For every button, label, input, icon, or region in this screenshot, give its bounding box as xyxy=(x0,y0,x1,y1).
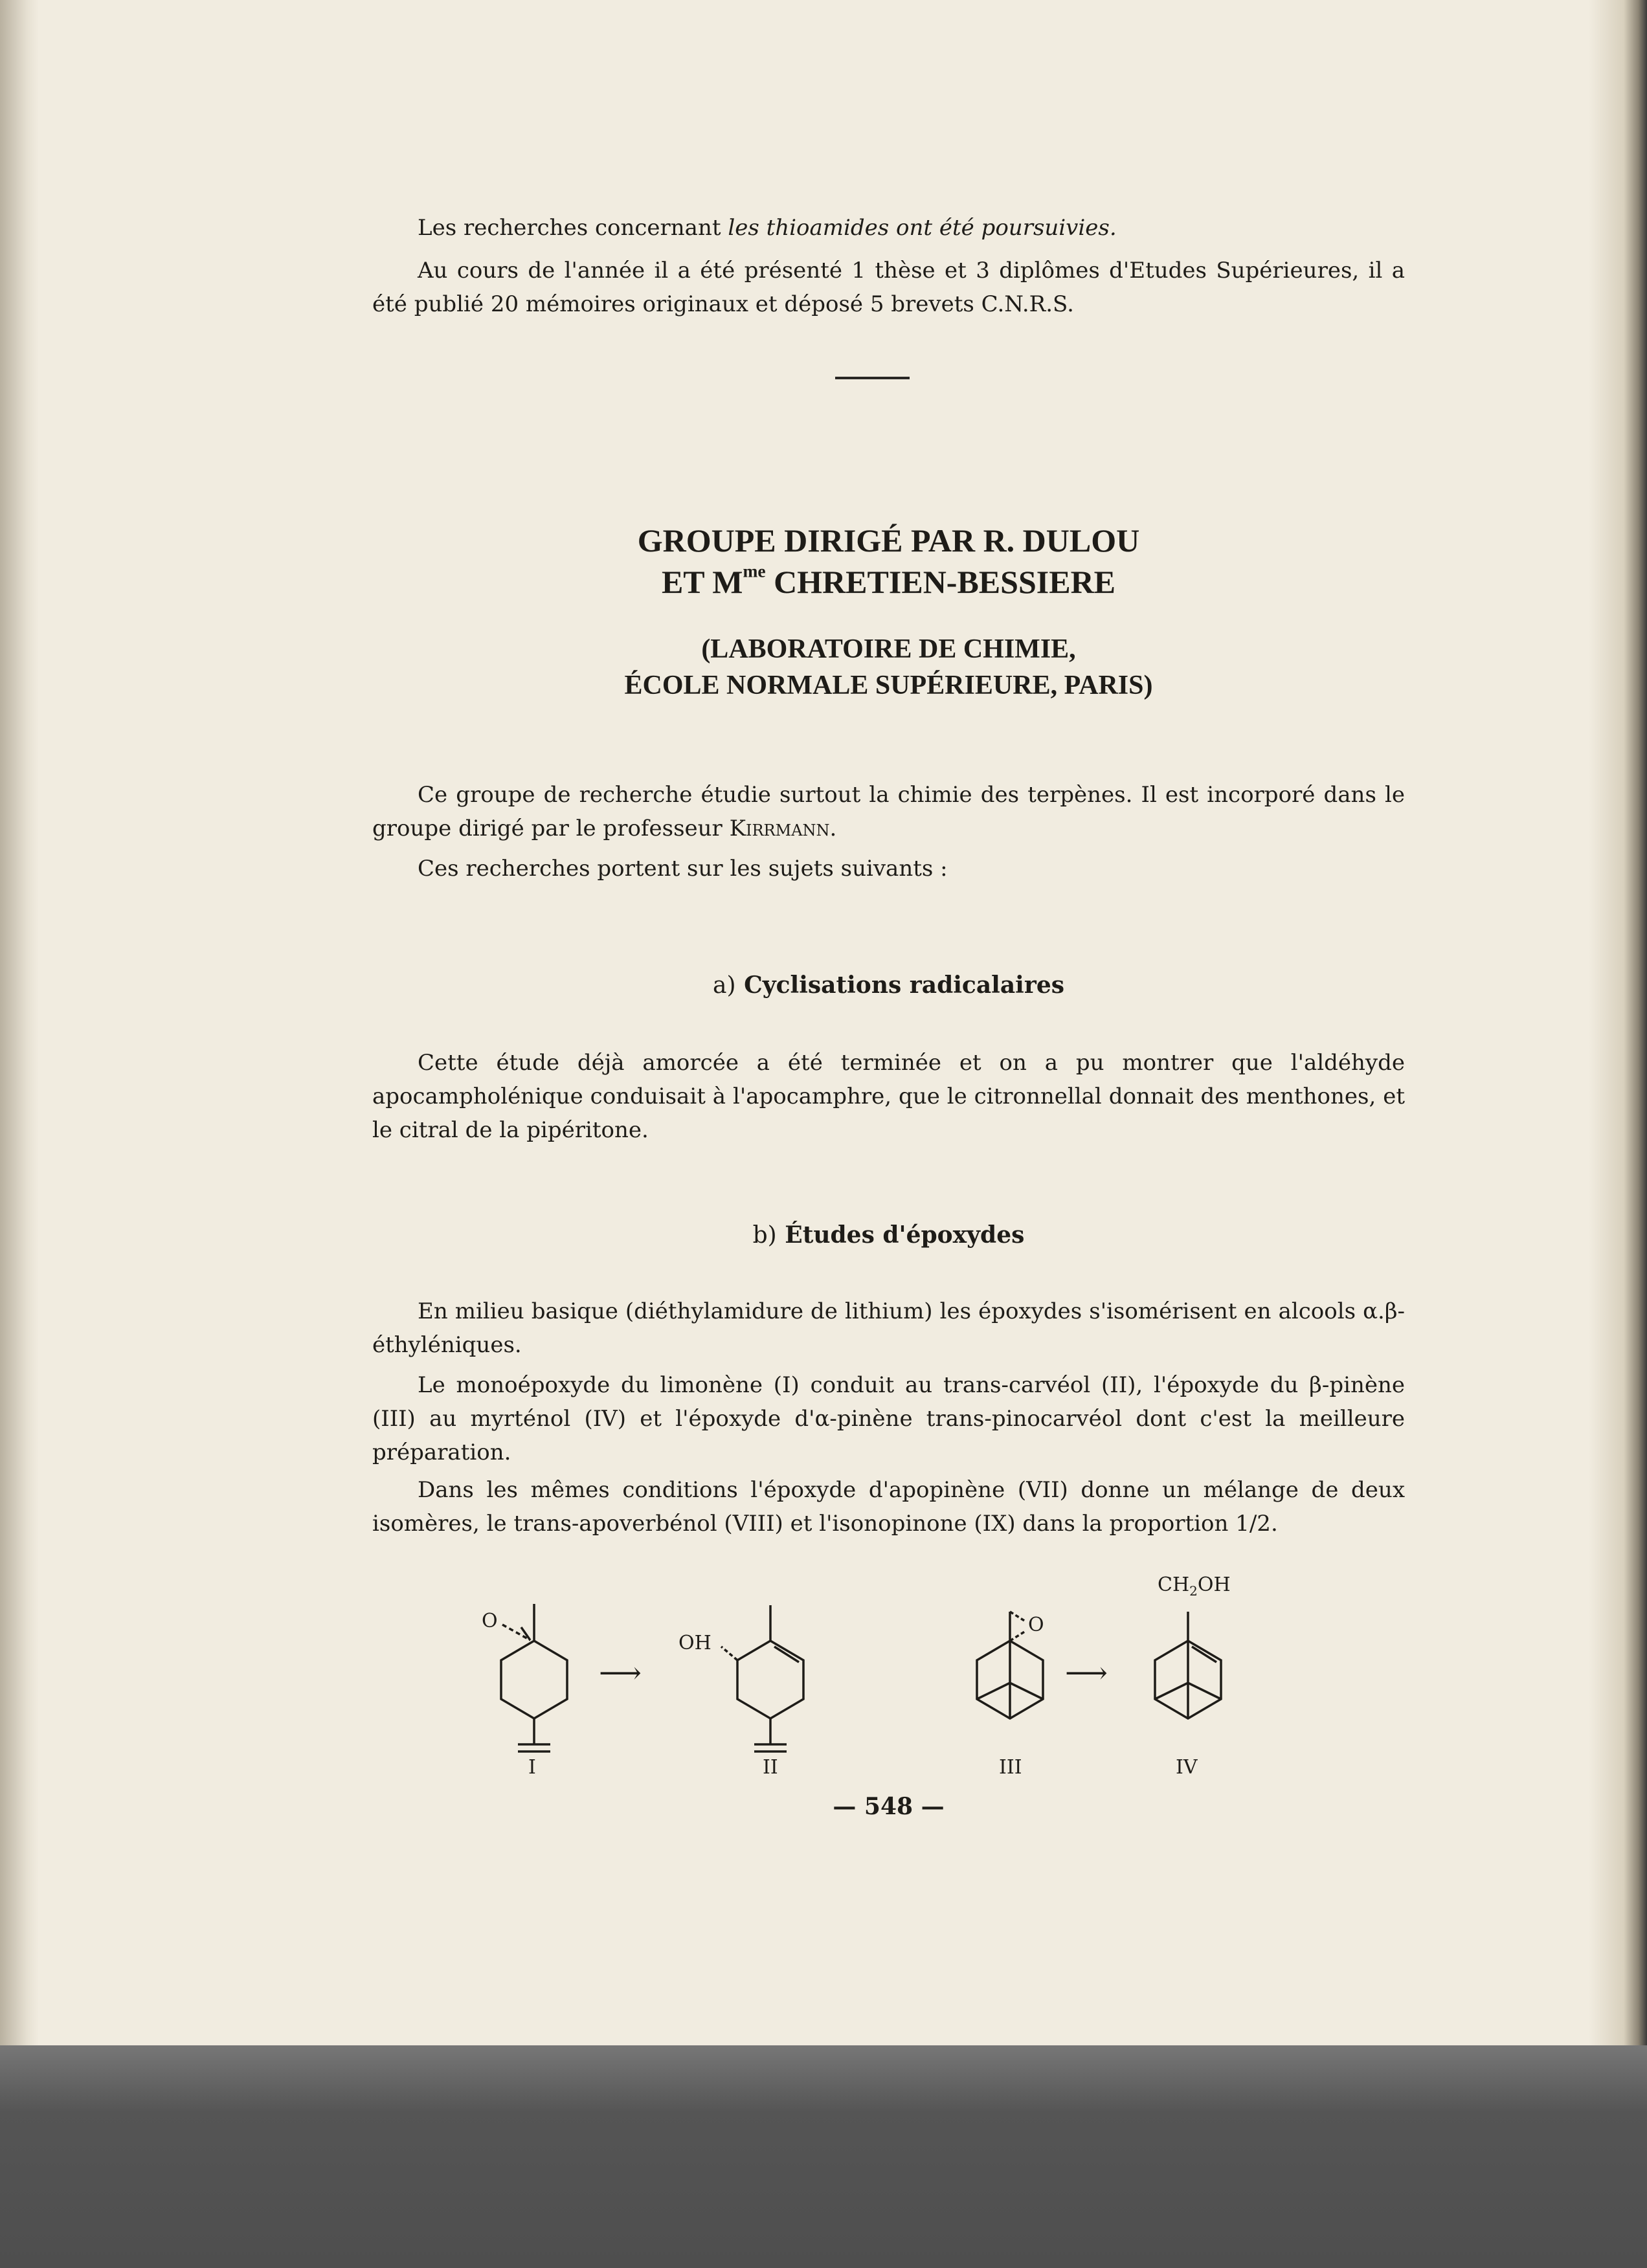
structure-IV xyxy=(1155,1612,1221,1718)
label-III: III xyxy=(999,1756,1022,1773)
structure-I xyxy=(501,1604,567,1751)
reaction-scheme xyxy=(453,1560,1334,1773)
section-a-heading: a) Cyclisations radicalaires xyxy=(713,972,1064,999)
section-b-paragraph-1: En milieu basique (diéthylamidure de lithium) les époxydes s'isomérisent en alcools α.β-éthyléniques. xyxy=(372,1298,1405,1358)
structure-II xyxy=(721,1605,803,1751)
group-heading-line2: ET $M^{me}$ CHRETIEN-BESSIERE xyxy=(661,561,1116,600)
lab-heading-line1: (LABORATOIRE DE CHIMIE, xyxy=(701,634,1076,664)
section-b-heading: b) Études d'époxydes xyxy=(752,1221,1025,1249)
page-number: — 548 — xyxy=(833,1793,945,1820)
label-I: I xyxy=(528,1756,536,1773)
atom-O-I: O xyxy=(482,1610,498,1632)
separator-rule xyxy=(835,377,910,379)
section-b-paragraph-2: Le monoépoxyde du limonène (I) conduit au trans-carvéol (II), l'époxyde du β-pinène (III) au myrténol (IV) et l'époxyde d'α-pinène trans-pinocarvéol dont c'est la meilleure préparation. xyxy=(372,1372,1405,1465)
lab-heading-line2: ÉCOLE NORMALE SUPÉRIEURE, PARIS) xyxy=(624,671,1153,700)
label-IV: IV xyxy=(1176,1756,1198,1773)
atom-O-III: O xyxy=(1028,1614,1044,1636)
group-paragraph-2: Ces recherches portent sur les sujets suivants : xyxy=(418,856,948,882)
label-II: II xyxy=(763,1756,778,1773)
arrow-I-to-II: ⟶ xyxy=(599,1655,642,1690)
group-paragraph-1: Ce groupe de recherche étudie surtout la chimie des terpènes. Il est incorporé dans le groupe dirigé par le professeur Kirrmann. xyxy=(372,782,1405,841)
ch2oh-IV: $CH_2OH$ xyxy=(1158,1573,1231,1599)
section-b-paragraph-3: Dans les mêmes conditions l'époxyde d'apopinène (VII) donne un mélange de deux isomères, le trans-apoverbénol (VIII) et l'isonopinone (IX) dans la proportion 1/2. xyxy=(372,1477,1405,1537)
intro-paragraph-1: Les recherches concernant les thioamides ont été poursuivies. xyxy=(418,215,1117,241)
arrow-III-to-IV: ⟶ xyxy=(1065,1655,1108,1690)
scanner-background xyxy=(0,2045,1647,2268)
atom-OH-II: OH xyxy=(678,1632,711,1654)
group-heading-line1: GROUPE DIRIGÉ PAR R. DULOU xyxy=(637,522,1140,559)
section-a-paragraph: Cette étude déjà amorcée a été terminée et on a pu montrer que l'aldéhyde apocampholénique conduisait à l'apocamphre, que le citronnellal donnait des menthones, et le citral de la pipéritone. xyxy=(372,1050,1405,1143)
intro-paragraph-2: Au cours de l'année il a été présenté 1 thèse et 3 diplômes d'Etudes Supérieures, il a été publié 20 mémoires originaux et déposé 5 brevets C.N.R.S. xyxy=(372,258,1405,317)
